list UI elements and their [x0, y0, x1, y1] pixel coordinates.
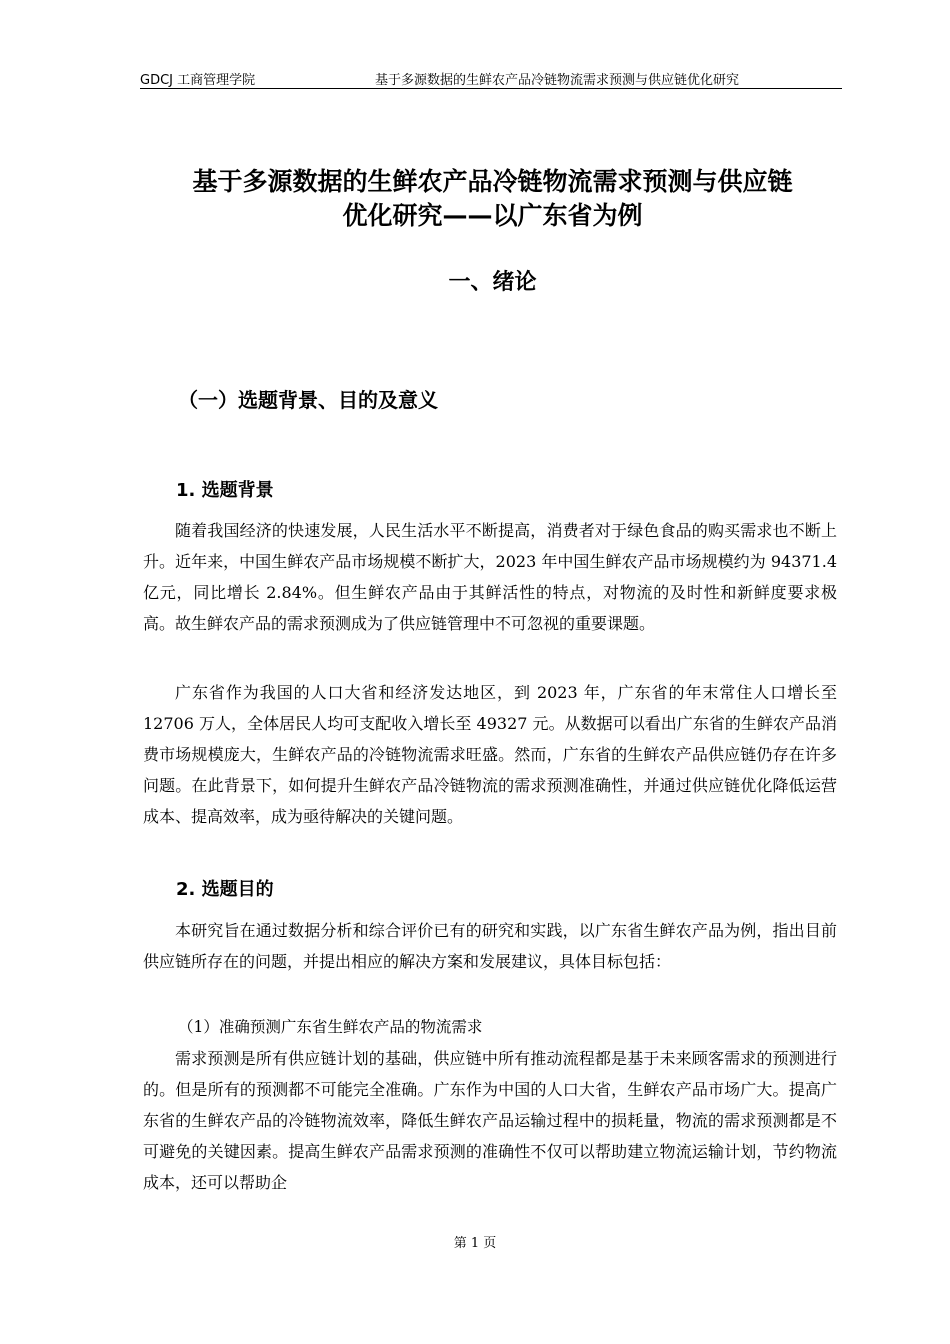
- subsection-heading-background: 1. 选题背景: [176, 480, 274, 501]
- paragraph-background-1: 随着我国经济的快速发展，人民生活水平不断提高，消费者对于绿色食品的购买需求也不断上升。近年来，中国生鲜农产品市场规模不断扩大，2023 年中国生鲜农产品市场规模约为 94371.4 亿元，同比增长 2.84%。但生鲜农产品由于其鲜活性的特点，对物流的及时性和新鲜度要求极高。故生鲜农产品的需求预测成为了供应链管理中不可忽视的重要课题。: [143, 521, 837, 633]
- paragraph-purpose-1: 本研究旨在通过数据分析和综合评价已有的研究和实践，以广东省生鲜农产品为例，指出目前供应链所存在的问题，并提出相应的解决方案和发展建议，具体目标包括：: [143, 921, 837, 971]
- section-heading: （一）选题背景、目的及意义: [178, 388, 438, 412]
- page-header: [140, 66, 842, 89]
- header-running-title: 基于多源数据的生鲜农产品冷链物流需求预测与供应链优化研究: [375, 73, 740, 88]
- paragraph-background-2: 广东省作为我国的人口大省和经济发达地区，到 2023 年，广东省的年末常住人口增长至 12706 万人，全体居民人均可支配收入增长至 49327 元。从数据可以看出广东省的生鲜农产品消费市场规模庞大，生鲜农产品的冷链物流需求旺盛。然而，广东省的生鲜农产品供应链仍存在许多问题。在此背景下，如何提升生鲜农产品冷链物流的需求预测准确性，并通过供应链优化降低运营成本、提高效率，成为亟待解决的关键问题。: [143, 683, 837, 826]
- page-number: 第 1 页: [453, 1236, 497, 1251]
- document-title-line-2: 优化研究——以广东省为例: [342, 201, 643, 230]
- header-institution: GDCJ 工商管理学院: [140, 73, 256, 88]
- subsection-heading-purpose: 2. 选题目的: [176, 879, 274, 900]
- paragraph-purpose-2: 需求预测是所有供应链计划的基础，供应链中所有推动流程都是基于未来顾客需求的预测进行的。但是所有的预测都不可能完全准确。广东作为中国的人口大省，生鲜农产品市场广大。提高广东省的生鲜农产品的冷链物流效率，降低生鲜农产品运输过程中的损耗量，物流的需求预测都是不可避免的关键因素。提高生鲜农产品需求预测的准确性不仅可以帮助建立物流运输计划，节约物流成本，还可以帮助企: [143, 1049, 837, 1192]
- document-title: [120, 165, 865, 233]
- list-item-1: （1）准确预测广东省生鲜农产品的物流需求: [178, 1018, 483, 1036]
- chapter-heading: 一、绪论: [448, 270, 537, 295]
- document-title-line-1: 基于多源数据的生鲜农产品冷链物流需求预测与供应链: [192, 167, 793, 196]
